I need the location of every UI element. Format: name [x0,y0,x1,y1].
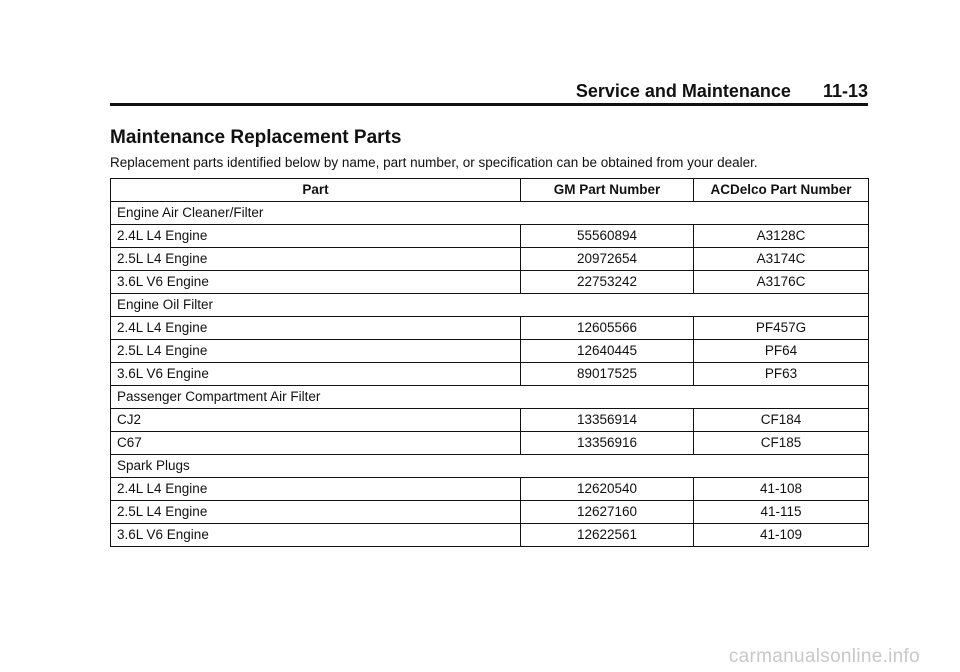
column-header-acdelco-part-number: ACDelco Part Number [694,179,869,202]
acdelco-part-number-cell: PF63 [694,363,869,386]
table-category-row [111,455,869,478]
gm-part-number-cell: 22753242 [521,271,694,294]
table-row [111,340,869,363]
table-row [111,317,869,340]
gm-part-number-cell: 20972654 [521,248,694,271]
gm-part-number-cell: 13356916 [521,432,694,455]
gm-part-number-cell: 12605566 [521,317,694,340]
acdelco-part-number-cell: 41-109 [694,524,869,547]
category-label: Engine Oil Filter [111,294,869,317]
running-header [110,80,868,102]
part-cell: 2.4L L4 Engine [111,225,521,248]
acdelco-part-number-cell: A3128C [694,225,869,248]
gm-part-number-cell: 12640445 [521,340,694,363]
gm-part-number-cell: 12622561 [521,524,694,547]
gm-part-number-cell: 13356914 [521,409,694,432]
part-cell: 2.5L L4 Engine [111,501,521,524]
header-section-title: Service and Maintenance [575,81,791,101]
table-category-row [111,386,869,409]
table-row [111,432,869,455]
table-row [111,409,869,432]
category-label: Engine Air Cleaner/Filter [111,202,869,225]
part-cell: C67 [111,432,521,455]
table-category-row [111,294,869,317]
gm-part-number-cell: 12620540 [521,478,694,501]
table-row [111,363,869,386]
part-cell: 3.6L V6 Engine [111,524,521,547]
category-label: Passenger Compartment Air Filter [111,386,869,409]
part-cell: 2.4L L4 Engine [111,317,521,340]
acdelco-part-number-cell: A3174C [694,248,869,271]
acdelco-part-number-cell: 41-108 [694,478,869,501]
table-row [111,248,869,271]
acdelco-part-number-cell: PF64 [694,340,869,363]
table-row [111,501,869,524]
table-category-row [111,202,869,225]
acdelco-part-number-cell: A3176C [694,271,869,294]
part-cell: 3.6L V6 Engine [111,363,521,386]
part-cell: 2.5L L4 Engine [111,340,521,363]
acdelco-part-number-cell: CF184 [694,409,869,432]
gm-part-number-cell: 89017525 [521,363,694,386]
acdelco-part-number-cell: 41-115 [694,501,869,524]
gm-part-number-cell: 55560894 [521,225,694,248]
part-cell: 3.6L V6 Engine [111,271,521,294]
intro-text: Replacement parts identified below by name, part number, or specification can be obtained from your dealer. [110,155,758,170]
gm-part-number-cell: 12627160 [521,501,694,524]
table-row [111,478,869,501]
acdelco-part-number-cell: CF185 [694,432,869,455]
table-row [111,524,869,547]
parts-table [110,178,869,547]
column-header-part: Part [111,179,521,202]
header-page-number: 11-13 [822,81,868,101]
part-cell: CJ2 [111,409,521,432]
table-header-row [111,179,869,202]
part-cell: 2.4L L4 Engine [111,478,521,501]
part-cell: 2.5L L4 Engine [111,248,521,271]
section-title: Maintenance Replacement Parts [110,127,402,148]
table-row [111,271,869,294]
table-row [111,225,869,248]
watermark-text: carmanualsonline.info [728,646,920,667]
header-rule [110,103,868,106]
acdelco-part-number-cell: PF457G [694,317,869,340]
column-header-gm-part-number: GM Part Number [521,179,694,202]
category-label: Spark Plugs [111,455,869,478]
